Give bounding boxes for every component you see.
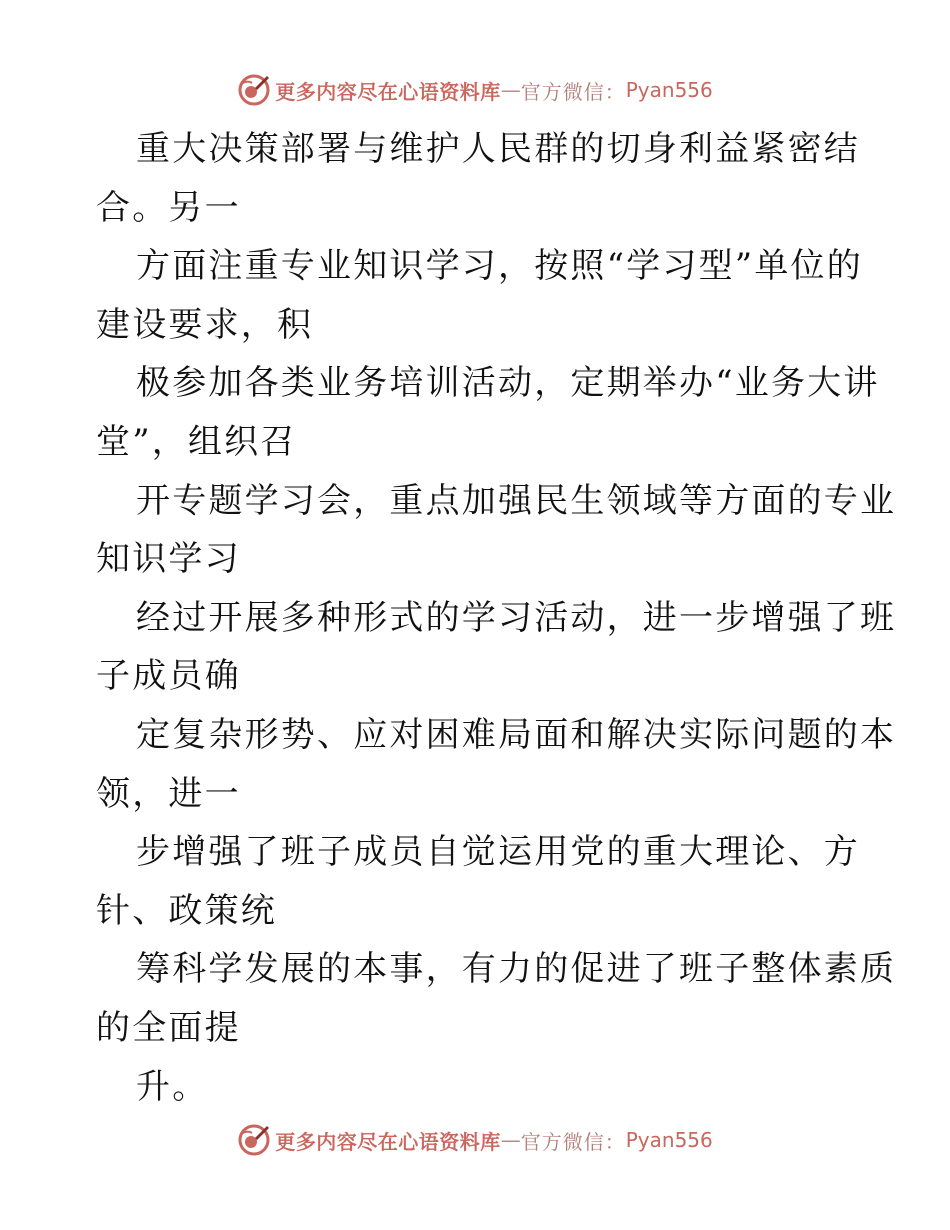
document-body: [96, 120, 897, 1116]
paragraph-line: 筹科学发展的本事，有力的促进了班子整体素质: [136, 949, 897, 990]
paragraph-line: 知识学习: [96, 539, 241, 580]
watermark-main-text: 更多内容尽在心语资料库: [275, 1129, 501, 1154]
pen-logo-icon: [237, 1123, 271, 1157]
watermark-separator: —: [500, 78, 521, 102]
header-watermark: [0, 70, 950, 110]
paragraph-line: 重大决策部署与维护人民群的切身利益紧密结: [136, 129, 860, 169]
paragraph-line: 合。另一: [96, 187, 241, 228]
paragraph-line: 子成员确: [96, 656, 241, 697]
watermark-wechat-id: Pyan556: [625, 78, 713, 102]
paragraph-line: 的全面提: [96, 1007, 241, 1048]
paragraph-line: 升。: [136, 1066, 209, 1107]
watermark-official-label: 官方微信：: [520, 79, 626, 104]
footer-watermark: [0, 1120, 950, 1160]
paragraph-line: 经过开展多种形式的学习活动，进一步增强了班: [136, 597, 897, 638]
pen-logo-icon: [237, 73, 271, 107]
watermark-official-label: 官方微信：: [520, 1129, 626, 1154]
watermark-wechat-id: Pyan556: [625, 1128, 713, 1152]
paragraph-line: 堂”，组织召: [96, 421, 297, 462]
paragraph-line: 步增强了班子成员自觉运用党的重大理论、方: [136, 832, 860, 873]
paragraph-line: 极参加各类业务培训活动，定期举办“业务大讲: [136, 363, 880, 404]
watermark-main-text: 更多内容尽在心语资料库: [275, 79, 501, 104]
paragraph-line: 领，进一: [96, 773, 241, 814]
paragraph-line: 针、政策统: [96, 890, 277, 931]
paragraph-line: 开专题学习会，重点加强民生领域等方面的专业: [136, 480, 897, 521]
paragraph-line: 定复杂形势、应对困难局面和解决实际问题的本: [136, 714, 897, 755]
paragraph-line: 方面注重专业知识学习，按照“学习型”单位的: [136, 246, 863, 287]
paragraph-line: 建设要求，积: [96, 304, 314, 345]
watermark-separator: —: [500, 1128, 521, 1152]
